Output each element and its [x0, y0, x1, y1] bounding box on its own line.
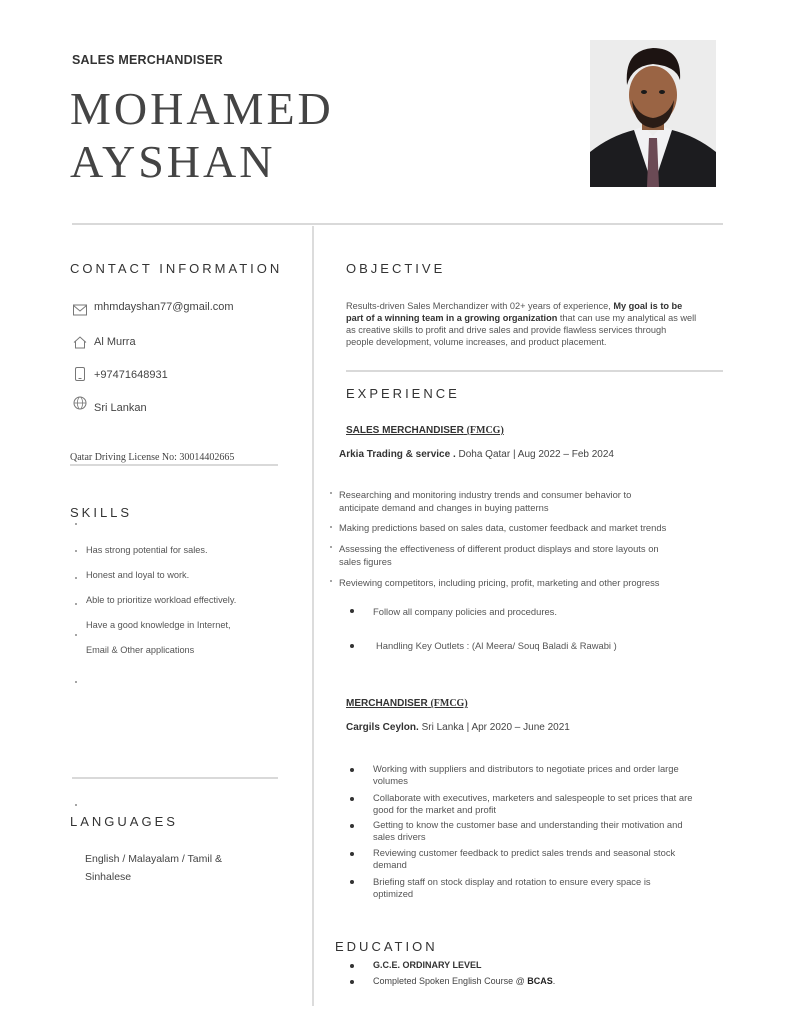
job-bullet: [373, 876, 651, 900]
skill-item: Email & Other applications: [86, 645, 195, 655]
bullet-line: demand: [373, 859, 407, 870]
job-bullet: [339, 488, 631, 514]
bullet-marker: [350, 980, 354, 984]
skill-item: Has strong potential for sales.: [86, 545, 208, 555]
email-text: mhmdayshan77@gmail.com: [94, 301, 234, 313]
bullet-marker: [330, 580, 332, 582]
license-divider: [70, 464, 278, 466]
bullet-marker: [330, 546, 332, 548]
bullet-marker: [350, 852, 354, 856]
education-period: .: [552, 976, 556, 986]
experience-heading: EXPERIENCE: [346, 386, 460, 401]
profile-photo-icon: [590, 40, 716, 187]
education-institute: BCAS: [527, 976, 553, 986]
company-name: Arkia Trading & service .: [339, 449, 456, 460]
objective-text-part: people development, volume increases, and product placement.: [346, 337, 607, 347]
bullet-line: Assessing the effectiveness of different product displays and store layouts on: [339, 543, 659, 554]
skill-item: Honest and loyal to work.: [86, 570, 190, 580]
skill-item: Have a good knowledge in Internet,: [86, 620, 231, 630]
bullet-marker: [75, 634, 77, 636]
job-title-text: MERCHANDISER: [346, 698, 428, 709]
objective-text-part: as creative skills to profit and drive sales and provide flawless services through: [346, 325, 667, 335]
bullet-line: Reviewing competitors, including pricing, profit, marketing and other progress: [339, 577, 660, 588]
job-bullet: [373, 819, 683, 843]
job-extra-item: Handling Key Outlets : (Al Meera/ Souq Baladi & Rawabi ): [376, 640, 617, 651]
job-title-suffix: (FMCG): [466, 425, 504, 436]
bullet-marker: [350, 880, 354, 884]
bullet-marker: [330, 492, 332, 494]
company-name: Cargils Ceylon.: [346, 722, 419, 733]
bullet-marker: [330, 526, 332, 528]
job-title-suffix: (FMCG): [430, 698, 468, 709]
objective-text-part: that can use my analytical as well: [557, 313, 697, 323]
skills-divider: [72, 777, 278, 779]
bullet-line: Getting to know the customer base and understanding their motivation and: [373, 819, 683, 830]
objective-divider: [346, 370, 723, 372]
job-bullet: [373, 763, 679, 787]
job-extra-item: Follow all company policies and procedures.: [373, 606, 557, 617]
bullet-marker: [75, 577, 77, 579]
address-text: Al Murra: [94, 336, 136, 348]
bullet-line: optimized: [373, 888, 414, 899]
nationality-text: Sri Lankan: [94, 402, 147, 414]
job-bullet: [339, 542, 659, 568]
skills-heading: SKILLS: [70, 505, 133, 520]
bullet-marker: [75, 603, 77, 605]
job-details: Doha Qatar | Aug 2022 – Feb 2024: [455, 449, 614, 460]
objective-text-bold: My goal is to be: [613, 301, 683, 311]
job-details: Sri Lanka | Apr 2020 – June 2021: [418, 722, 570, 733]
bullet-marker: [350, 824, 354, 828]
bullet-marker: [75, 804, 77, 806]
bullet-line: Briefing staff on stock display and rotation to ensure every space is: [373, 876, 651, 887]
home-icon: [73, 336, 87, 349]
languages-line: Sinhalese: [85, 871, 132, 883]
job-title: [346, 425, 504, 436]
bullet-line: good for the market and profit: [373, 804, 496, 815]
job-subtitle: SALES MERCHANDISER: [72, 53, 223, 67]
bullet-line: Researching and monitoring industry trends and consumer behavior to: [339, 489, 632, 500]
education-item: G.C.E. ORDINARY LEVEL: [373, 960, 482, 970]
job-company: [346, 722, 570, 733]
languages-line: English / Malayalam / Tamil &: [85, 853, 222, 865]
bullet-line: Collaborate with executives, marketers and salespeople to set prices that are: [373, 792, 693, 803]
job-company: [339, 449, 614, 460]
job-bullet: [373, 847, 675, 871]
bullet-line: sales figures: [339, 556, 392, 567]
objective-heading: OBJECTIVE: [346, 261, 446, 276]
bullet-line: Making predictions based on sales data, customer feedback and market trends: [339, 522, 667, 533]
bullet-marker: [350, 644, 354, 648]
languages-heading: LANGUAGES: [70, 814, 178, 829]
bullet-marker: [350, 768, 354, 772]
bullet-line: Working with suppliers and distributors to negotiate prices and order large: [373, 763, 679, 774]
education-text: Completed Spoken English Course @: [373, 976, 528, 986]
bullet-line: Reviewing customer feedback to predict sales trends and seasonal stock: [373, 847, 676, 858]
bullet-marker: [75, 550, 77, 552]
bullet-line: volumes: [373, 775, 408, 786]
bullet-line: sales drivers: [373, 831, 426, 842]
phone-text: +97471648931: [94, 369, 168, 381]
job-bullet: [339, 521, 666, 534]
objective-text-part: Results-driven Sales Merchandizer with 02+ years of experience,: [346, 301, 614, 311]
phone-icon: [74, 367, 86, 381]
education-heading: EDUCATION: [335, 939, 438, 954]
skill-item: Able to prioritize workload effectively.: [86, 595, 237, 605]
job-bullet: [373, 792, 692, 816]
header-divider: [72, 223, 723, 225]
column-divider: [312, 226, 314, 1006]
bullet-marker: [75, 523, 77, 525]
first-name: MOHAMED: [70, 83, 334, 134]
contact-heading: CONTACT INFORMATION: [70, 261, 283, 276]
objective-text-bold: part of a winning team in a growing organization: [346, 313, 558, 323]
bullet-marker: [350, 797, 354, 801]
driving-license: Qatar Driving License No: 30014402665: [70, 452, 235, 463]
job-title: [346, 698, 468, 709]
job-title-text: SALES MERCHANDISER: [346, 425, 464, 436]
globe-icon: [73, 396, 87, 410]
bullet-line: anticipate demand and changes in buying patterns: [339, 502, 549, 513]
education-item: [373, 976, 555, 986]
bullet-marker: [350, 964, 354, 968]
job-bullet: [339, 576, 659, 589]
objective-text: [346, 300, 731, 348]
envelope-icon: [73, 304, 87, 316]
bullet-marker: [75, 681, 77, 683]
profile-photo: [590, 40, 716, 187]
bullet-marker: [350, 609, 354, 613]
last-name: AYSHAN: [70, 136, 276, 187]
